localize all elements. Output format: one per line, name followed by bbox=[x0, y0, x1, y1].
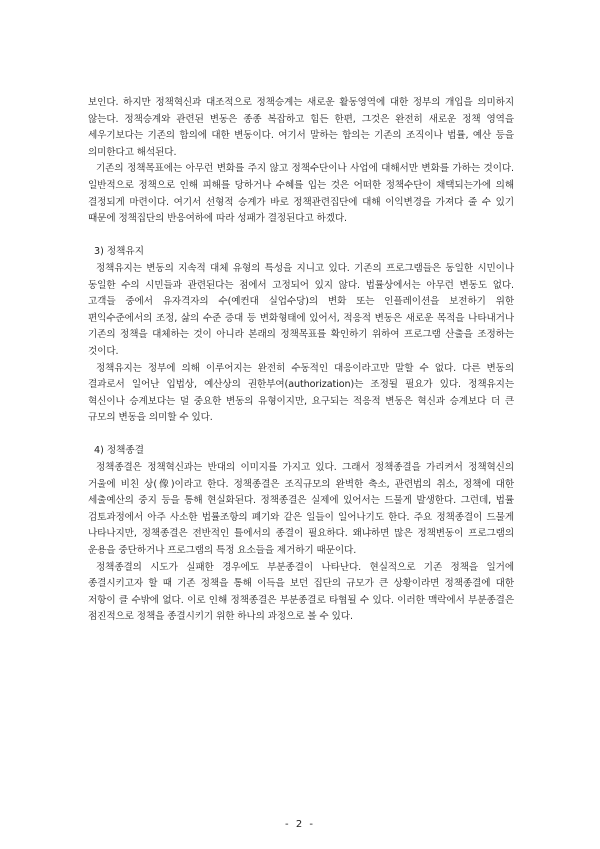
paragraph: 기존의 정책목표에는 아무런 변화를 주지 않고 정책수단이나 사업에 대해서만 변화를 가하는 것이다. 일반적으로 정책으로 인해 피해를 당하거나 수혜를 입는 것은 어떠한 정책수단이 채택되는가에 의해 결정되게 마련이다. 여기서 선형적 승계가 바로 정책관련집단에 대해 이익변경을 가져다 줄 수 있기 때문에 정책집단의 반응여하에 따라 성패가 결정된다고 하겠다. bbox=[88, 163, 514, 225]
paragraph: 정책유지는 변동의 지속적 대체 유형의 특성을 지니고 있다. 기존의 프로그램들은 동일한 시민이나 동일한 수의 시민들과 관련된다는 점에서 고정되어 있지 않다. 법률상에서는 아무런 변동도 없다. 고객들 중에서 유자격자의 수(예컨대 실업수당)의 변화 또는 인플레이션을 보전하기 위한 편익수준에서의 조정, 삶의 수준 증대 등 변화형태에 있어서, 적응적 변동은 새로운 목적을 나타내거나 기존의 정책을 대체하는 것이 아니라 본래의 정책목표를 확인하기 위하여 프로그램 산출을 조정하는 것이다. bbox=[88, 262, 514, 357]
section-heading-policy-termination: 4) 정책종결 bbox=[94, 445, 144, 457]
spacer bbox=[88, 228, 514, 245]
paragraph: 정책종결의 시도가 실패한 경우에도 부분종결이 나타난다. 현실적으로 기존 정책을 일거에 종결시키고자 할 때 기존 정책을 통해 이득을 보던 집단의 규모가 큰 상황이라면 정책종결에 대한 저항이 클 수밖에 없다. 이로 인해 정책종결은 부분종결로 타협될 수 있다. 이러한 맥락에서 부분종결은 점진적으로 정책을 종결시키기 위한 하나의 과정으로 볼 수 있다. bbox=[88, 561, 514, 623]
body-text bbox=[88, 95, 514, 626]
paragraph: 정책종결은 정책혁신과는 반대의 이미지를 가지고 있다. 그래서 정책종결을 가리켜서 정책혁신의 거울에 비친 상(像)이라고 한다. 정책종결은 조직규모의 완벽한 축소, 관련법의 취소, 정책에 대한 세출예산의 중지 등을 통해 현실화된다. 정책종결은 실제에 있어서는 드물게 발생한다. 그런데, 법률 검토과정에서 아주 사소한 법률조항의 폐기와 같은 일들이 일어나기도 한다. 주요 정책종결이 드물게 나타나지만, 정책종결은 전반적인 틀에서의 종결이 필요하다. 왜냐하면 많은 정책변동이 프로그램의 운용을 중단하거나 프로그램의 특정 요소들을 제거하기 때문이다. bbox=[88, 462, 514, 557]
section-heading-policy-maintenance: 3) 정책유지 bbox=[94, 246, 144, 258]
page-number: - 2 - bbox=[285, 819, 315, 830]
paragraph: 정책유지는 정부에 의해 이루어지는 완전히 수동적인 대응이라고만 말할 수 없다. 다른 변동의 결과로서 일어난 입법상, 예산상의 권한부여(authorization)는 조정될 필요가 있다. 정책유지는 혁신이나 승계보다는 덜 중요한 변동의 유형이지만, 요구되는 적응적 변동은 혁신과 승계보다 더 큰 규모의 변동을 의미할 수 있다. bbox=[88, 362, 514, 424]
spacer bbox=[88, 427, 514, 444]
paragraph: 보인다. 하지만 정책혁신과 대조적으로 정책승계는 새로운 활동영역에 대한 정부의 개입을 의미하지 않는다. 정책승계와 관련된 변동은 종종 복잡하고 힘든 한편, 그것은 완전히 새로운 정책 영역을 세우기보다는 기존의 합의에 대한 변동이다. 여기서 말하는 합의는 기존의 조직이나 법률, 예산 등을 의미한다고 해석된다. bbox=[88, 97, 514, 158]
